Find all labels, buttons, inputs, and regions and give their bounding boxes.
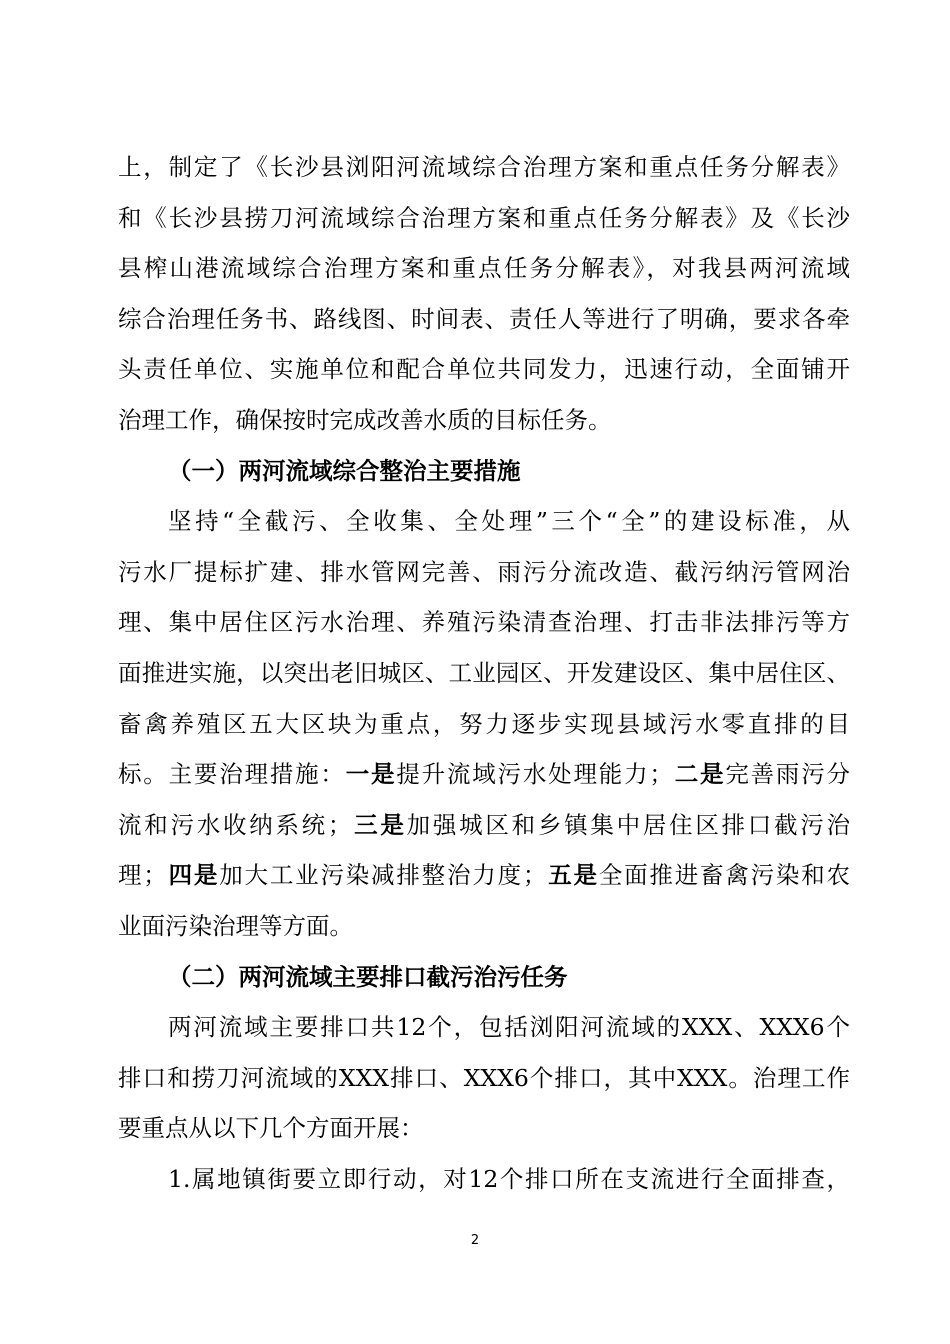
paragraph-line: 排口和捞刀河流域的XXX排口、XXX6个排口，其中XXX。治理工作: [118, 1063, 850, 1092]
paragraph-line: 综合治理任务书、路线图、时间表、责任人等进行了明确，要求各牵: [118, 304, 850, 333]
text-run: 提升流域污水处理能力；: [396, 760, 673, 789]
text-run: 加大工业污染减排整治力度；: [219, 861, 547, 890]
measures-line: [118, 749, 850, 800]
text-run: 加强城区和乡镇集中居住区排口截污治: [406, 810, 850, 839]
text-run: 标。主要治理措施：: [118, 760, 346, 789]
body-text: [118, 142, 850, 1204]
paragraph-line: 治理工作，确保按时完成改善水质的目标任务。: [118, 405, 612, 434]
paragraph-line: 两河流域主要排口共12个，包括浏阳河流域的XXX、XXX6个: [168, 1013, 850, 1042]
section-heading-1: （一）两河流域综合整治主要措施: [168, 456, 521, 485]
section-heading-2: （二）两河流域主要排口截污治污任务: [168, 962, 568, 991]
paragraph-line: 畜禽养殖区五大区块为重点，努力逐步实现县域污水零直排的目: [118, 709, 850, 738]
paragraph-line: 要重点从以下几个方面开展：: [118, 1114, 424, 1143]
text-run: 完善雨污分: [725, 760, 850, 789]
paragraph-line: 业面污染治理等方面。: [118, 911, 353, 940]
measures-line: [118, 800, 850, 851]
paragraph-line: 头责任单位、实施单位和配合单位共同发力，迅速行动，全面铺开: [118, 355, 850, 384]
text-run: 理；: [118, 861, 167, 890]
bold-keyword: 三是: [351, 810, 407, 839]
paragraph-line: 坚持“全截污、全收集、全处理”三个“全”的建设标准，从: [168, 507, 850, 536]
bold-keyword: 四是: [166, 861, 220, 890]
paragraph-line: 县榨山港流域综合治理方案和重点任务分解表》，对我县两河流域: [118, 254, 850, 283]
bold-keyword: 一是: [345, 760, 397, 789]
paragraph-line: 理、集中居住区污水治理、养殖污染清查治理、打击非法排污等方: [118, 608, 850, 637]
page-number: 2: [470, 1233, 480, 1248]
measures-line: [118, 850, 850, 901]
paragraph-line: 面推进实施，以突出老旧城区、工业园区、开发建设区、集中居住区、: [118, 658, 850, 687]
paragraph-line: 1.属地镇街要立即行动，对12个排口所在支流进行全面排查，: [168, 1164, 850, 1193]
text-run: 全面推进畜禽污染和农: [598, 861, 850, 890]
bold-keyword: 二是: [672, 760, 726, 789]
paragraph-line: 和《长沙县捞刀河流域综合治理方案和重点任务分解表》及《长沙: [118, 203, 850, 232]
paragraph-line: 污水厂提标扩建、排水管网完善、雨污分流改造、截污纳污管网治: [118, 557, 850, 586]
text-run: 流和污水收纳系统；: [118, 810, 352, 839]
paragraph-line: 上，制定了《长沙县浏阳河流域综合治理方案和重点任务分解表》: [118, 153, 850, 181]
bold-keyword: 五是: [546, 861, 599, 890]
